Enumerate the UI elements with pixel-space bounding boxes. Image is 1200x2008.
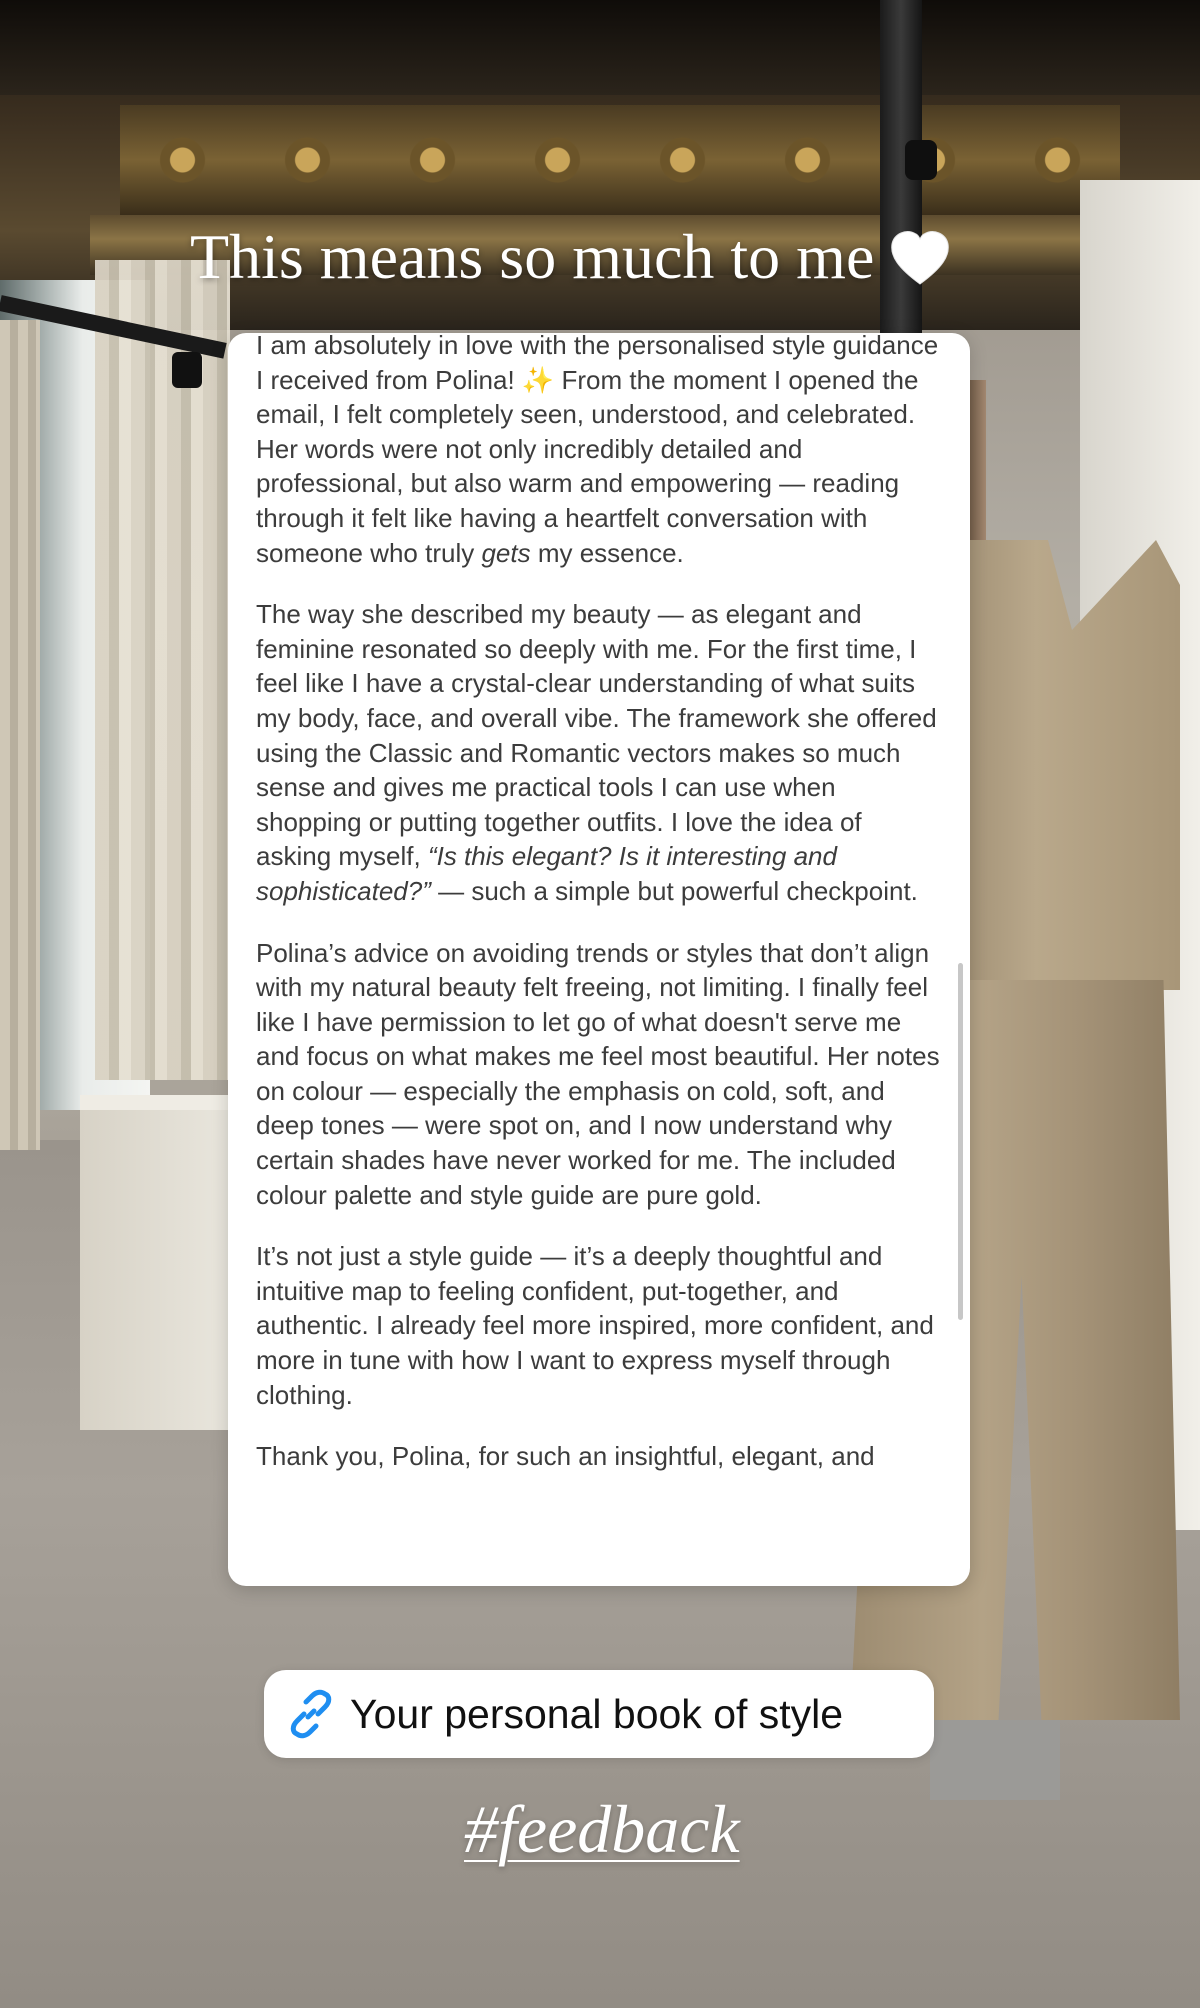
curtain-left: [0, 320, 40, 1150]
linen-vest: [940, 540, 1180, 990]
review-paragraph-4: It’s not just a style guide — it’s a deeply thoughtful and intuitive map to feeling confident, put-together, and authentic. I already feel more inspired, more confident, and more in tune with how I want to express myself through clothing.: [256, 1241, 934, 1410]
review-p1-text-b: From the moment I opened the email, I felt completely seen, understood, and celebrated. Her words were not only incredibly detailed and professional, but also warm and empowering — reading through it felt like having a heartfelt conversation with someone who truly: [256, 364, 919, 568]
review-paragraph-1: [256, 333, 940, 570]
ceiling-beam: [0, 0, 1200, 95]
review-p2-text-a: The way she described my beauty — as elegant and feminine resonated so deeply with me. For the first time, I feel like I have a crystal-clear understanding of what suits my body, face, and overall vibe. The framework she offered using the Classic and Romantic vectors makes so much sense and gives me practical tools I can use when shopping or putting together outfits. I love the idea of asking myself,: [256, 599, 937, 872]
sparkles-icon: ✨: [521, 364, 555, 395]
mannequin-stand-base: [930, 1720, 1060, 1800]
review-p1-emphasis: gets: [481, 537, 531, 568]
review-p2-text-b: — such a simple but powerful checkpoint.: [430, 875, 918, 906]
review-p1-text-a: I am absolutely in love with the personalised style guidance I received from Polina!: [256, 333, 939, 395]
review-p2-quote: “Is this elegant? Is it interesting and sophisticated?”: [256, 841, 837, 906]
review-screenshot-card[interactable]: [228, 333, 970, 1586]
light-pole: [880, 0, 922, 380]
headline-text: This means so much to me: [190, 221, 875, 292]
review-text-scroll[interactable]: [228, 333, 970, 1586]
white-heart-icon: [888, 228, 952, 286]
link-sticker-label: Your personal book of style: [350, 1690, 844, 1737]
review-paragraph-3: Polina’s advice on avoiding trends or styles that don’t align with my natural beauty felt freeing, not limiting. I finally feel like I have permission to let go of what doesn't serve me and focus on what makes me feel most beautiful. Her notes on colour — especially the emphasis on cold, soft, and deep tones — were spot on, and I now understand why certain shades have never worked for me. The included colour palette and style guide are pure gold.: [256, 937, 940, 1210]
hashtag-feedback[interactable]: #feedback: [464, 1791, 740, 1867]
card-scrollbar[interactable]: [958, 963, 963, 1320]
review-paragraph-5: Thank you, Polina, for such an insightful, elegant, and: [256, 1441, 875, 1472]
ceiling-rosettes: [120, 105, 1120, 215]
hanger-rod: [968, 380, 986, 560]
story-headline: [190, 220, 1010, 294]
curtain: [95, 260, 230, 1080]
review-p1-text-c: my essence.: [530, 537, 684, 568]
review-paragraph-2: [256, 597, 940, 908]
link-sticker-button[interactable]: [264, 1670, 934, 1758]
display-pedestal: [80, 1110, 230, 1430]
spotlight-icon: [172, 352, 202, 388]
pole-spotlight-icon: [905, 140, 937, 180]
link-icon: [284, 1687, 338, 1741]
